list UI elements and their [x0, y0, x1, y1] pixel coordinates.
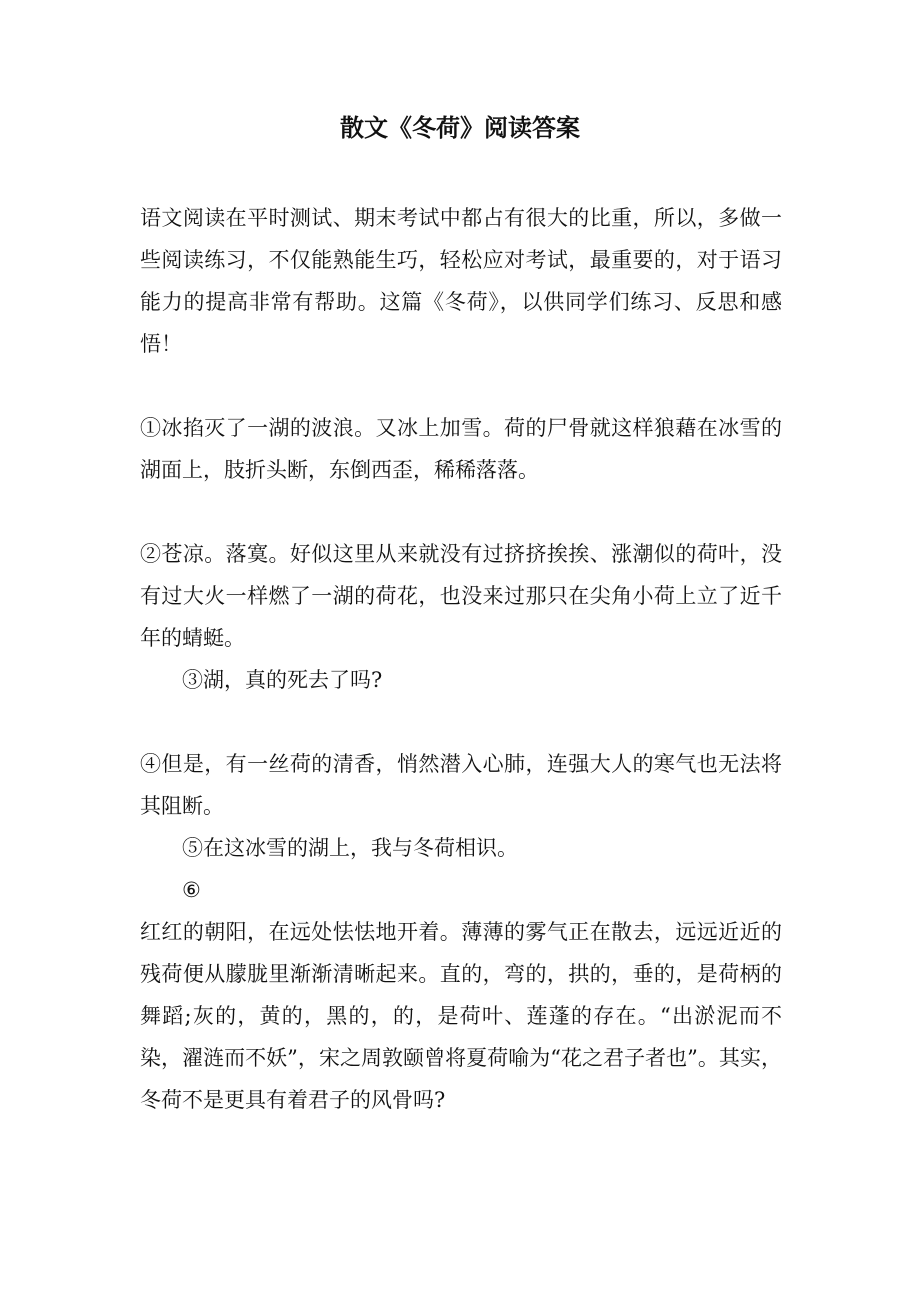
- document-body: [140, 197, 782, 1121]
- paragraph-6: 红红的朝阳，在远处怯怯地开着。薄薄的雾气正在散去，远远近近的残荷便从朦胧里渐渐清晰起来。直的，弯的，拱的，垂的，是荷柄的舞蹈;灰的，黄的，黑的，的，是荷叶、莲蓬的存在。“出淤泥而不染，濯涟而不妖”，宋之周敦颐曾将夏荷喻为“花之君子者也”。其实，冬荷不是更具有着君子的风骨吗?: [140, 920, 782, 1112]
- paragraph-spacer: [140, 365, 782, 407]
- paragraph-6-marker: ⑥: [182, 878, 201, 902]
- paragraph-spacer: [140, 491, 782, 533]
- paragraph-1: ①冰掐灭了一湖的波浪。又冰上加雪。荷的尸骨就这样狼藉在冰雪的湖面上，肢折头断，东倒西歪，稀稀落落。: [140, 416, 782, 482]
- paragraph-2: ②苍凉。落寞。好似这里从来就没有过挤挤挨挨、涨潮似的荷叶，没有过大火一样燃了一湖的荷花，也没来过那只在尖角小荷上立了近千年的蜻蜓。: [140, 542, 782, 650]
- intro-paragraph: 语文阅读在平时测试、期末考试中都占有很大的比重，所以，多做一些阅读练习，不仅能熟能生巧，轻松应对考试，最重要的，对于语习能力的提高非常有帮助。这篇《冬荷》，以供同学们练习、反思和感悟！: [140, 206, 782, 356]
- document-title: 散文《冬荷》阅读答案: [340, 113, 580, 142]
- paragraph-4: ④但是，有一丝荷的清香，悄然潜入心肺，连强大人的寒气也无法将其阻断。: [140, 752, 782, 818]
- paragraph-3: ③湖，真的死去了吗?: [182, 668, 383, 692]
- paragraph-spacer: [140, 701, 782, 743]
- paragraph-5: ⑤在这冰雪的湖上，我与冬荷相识。: [182, 836, 518, 860]
